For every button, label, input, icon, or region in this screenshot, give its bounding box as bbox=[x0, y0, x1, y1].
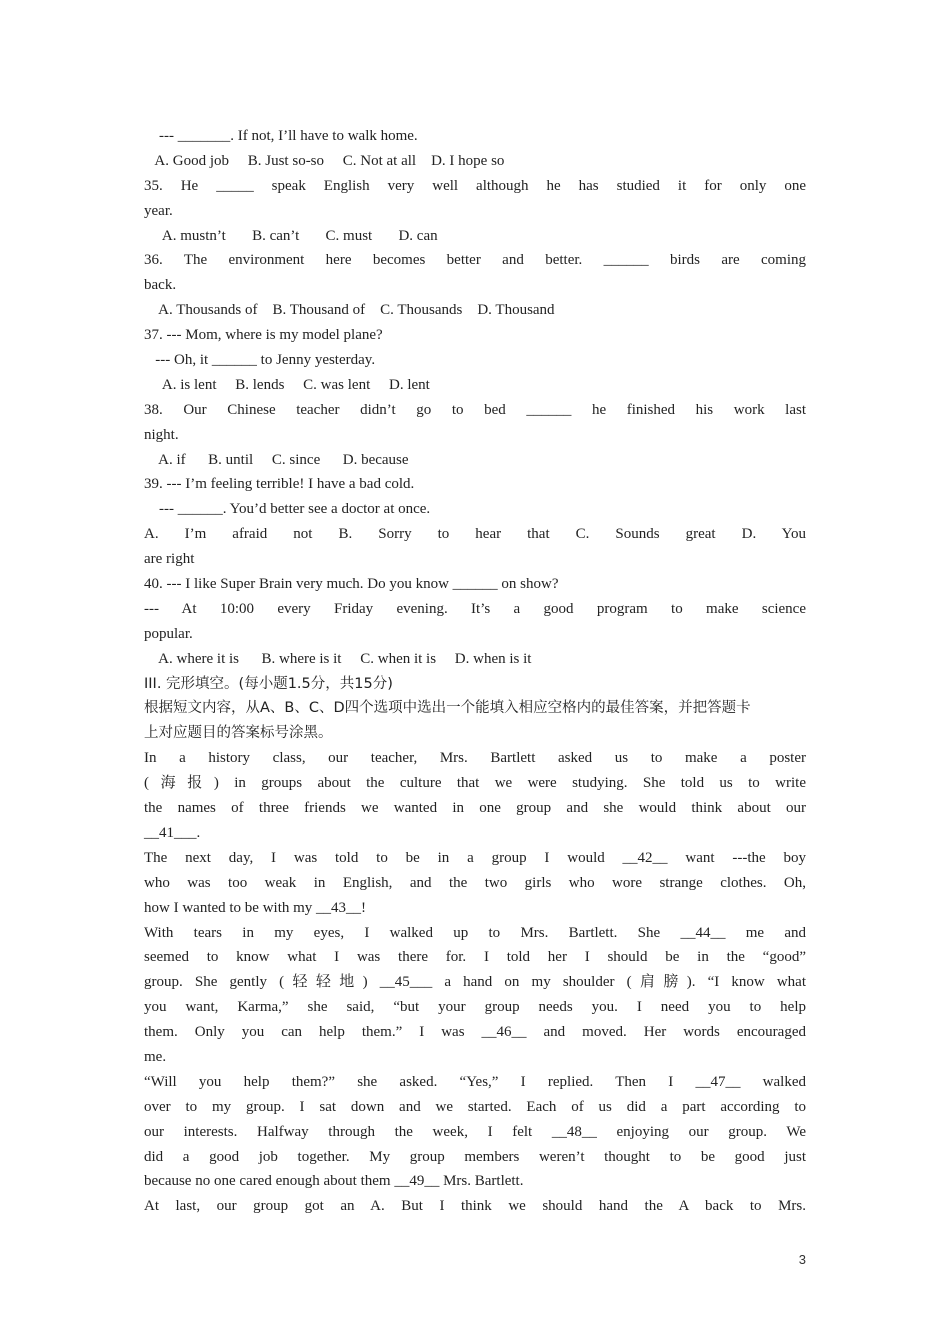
text-line: With tears in my eyes, I walked up to Mrs. Bartlett. She __44__ me and bbox=[144, 924, 806, 941]
text-line: the names of three friends we wanted in one group and she would think about our bbox=[144, 800, 806, 817]
text-line: (海报) in groups about the culture that we were studying. She told us to write bbox=[144, 775, 806, 792]
text-line: year. bbox=[144, 202, 173, 219]
text-line: how I wanted to be with my __43__! bbox=[144, 899, 367, 916]
text-line: 上对应题目的答案标号涂黑。 bbox=[144, 725, 333, 742]
text-line: 39. --- I’m feeling terrible! I have a bad cold. bbox=[144, 476, 415, 493]
text-line: --- _______. If not, I’ll have to walk home. bbox=[144, 128, 418, 144]
text-line: because no one cared enough about them __49__ Mrs. Bartlett. bbox=[144, 1173, 524, 1190]
text-line: are right bbox=[144, 551, 195, 568]
text-line: At last, our group got an A. But I think we should hand the A back to Mrs. bbox=[144, 1198, 806, 1215]
text-line: popular. bbox=[144, 625, 193, 642]
text-line: 36. The environment here becomes better and better. ______ birds are coming bbox=[144, 252, 806, 269]
text-line: 40. --- I like Super Brain very much. Do you know ______ on show? bbox=[144, 576, 559, 593]
text-line: A. I’m afraid not B. Sorry to hear that C. Sounds great D. You bbox=[144, 526, 806, 543]
text-line: me. bbox=[144, 1048, 167, 1065]
text-line: A. where it is B. where is it C. when it is D. when is it bbox=[144, 650, 532, 667]
text-line: who was too weak in English, and the two girls who wore strange clothes. Oh, bbox=[144, 874, 806, 891]
text-line: In a history class, our teacher, Mrs. Bartlett asked us to make a poster bbox=[144, 750, 806, 767]
text-line: A. mustn’t B. can’t C. must D. can bbox=[144, 227, 438, 244]
exam-text-block bbox=[144, 124, 806, 1219]
text-line: 37. --- Mom, where is my model plane? bbox=[144, 327, 383, 344]
text-line: --- At 10:00 every Friday evening. It’s a good program to make science bbox=[144, 600, 806, 617]
text-line: seemed to know what I was there for. I told her I should be in the “good” bbox=[144, 949, 806, 966]
text-line: 38. Our Chinese teacher didn’t go to bed ______ he finished his work last bbox=[144, 401, 806, 418]
text-line: night. bbox=[144, 426, 179, 443]
text-line: __41___. bbox=[144, 824, 201, 841]
text-line: 根据短文内容，从A、B、C、D四个选项中选出一个能填入相应空格内的最佳答案，并把答题卡 bbox=[144, 700, 751, 717]
text-line: back. bbox=[144, 277, 177, 294]
text-line: over to my group. I sat down and we started. Each of us did a part according to bbox=[144, 1098, 806, 1115]
text-line: --- Oh, it ______ to Jenny yesterday. bbox=[144, 352, 376, 369]
text-line: 35. He _____ speak English very well although he has studied it for only one bbox=[144, 177, 806, 194]
page-number: 3 bbox=[798, 1252, 806, 1267]
text-line: “Will you help them?” she asked. “Yes,” I replied. Then I __47__ walked bbox=[144, 1073, 806, 1090]
text-line: III. 完形填空。(每小题1.5分，共15分) bbox=[144, 675, 393, 692]
text-line: them. Only you can help them.” I was __46__ and moved. Her words encouraged bbox=[144, 1024, 806, 1041]
text-line: A. if B. until C. since D. because bbox=[144, 451, 409, 468]
text-line: group. She gently (轻轻地) __45___ a hand on my shoulder (肩膀). “I know what bbox=[144, 974, 806, 991]
text-line: A. Thousands of B. Thousand of C. Thousands D. Thousand bbox=[144, 302, 555, 319]
text-line: A. is lent B. lends C. was lent D. lent bbox=[144, 376, 430, 393]
text-line: our interests. Halfway through the week, I felt __48__ enjoying our group. We bbox=[144, 1123, 806, 1140]
text-line: --- ______. You’d better see a doctor at once. bbox=[144, 501, 431, 518]
text-line: did a good job together. My group members weren’t thought to be good just bbox=[144, 1148, 806, 1165]
text-line: you want, Karma,” she said, “but your group needs you. I need you to help bbox=[144, 999, 806, 1016]
text-line: A. Good job B. Just so-so C. Not at all D. I hope so bbox=[144, 152, 505, 169]
text-line: The next day, I was told to be in a group I would __42__ want ---the boy bbox=[144, 849, 806, 866]
